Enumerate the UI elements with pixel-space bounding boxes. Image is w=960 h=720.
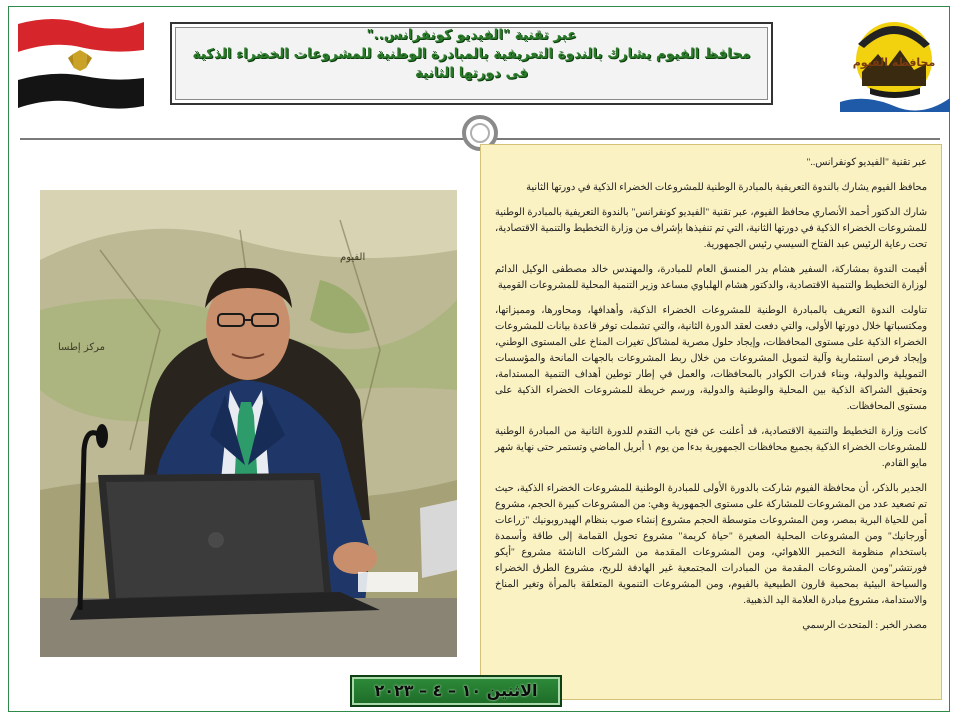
article-source: مصدر الخبر : المتحدث الرسمي [802, 620, 927, 631]
article-box [480, 144, 942, 700]
article-paragraph: كانت وزارة التخطيط والتنمية الاقتصادية، قد أعلنت عن فتح باب التقدم للدورة الثانية من المبادرة الوطنية للمشروعات الخضراء الذكية بجميع محافظات الجمهورية بدءا من يوم ١ أبريل الماضي وتستمر حتى نهاية شهر مايو القادم. [495, 426, 927, 469]
headline-line-2: محافظ الفيوم يشارك بالندوة التعريفية بالمبادرة الوطنية للمشروعات الخضراء الذكية [192, 46, 751, 62]
headline-line-1: عبر تقنية "الفيديو كونفرانس.." [366, 27, 577, 43]
headline-box [170, 22, 773, 105]
map-label-2: الفيوم [340, 252, 366, 263]
headline-line-3: فى دورتها الثانية [414, 65, 529, 81]
article-paragraph: تناولت الندوة التعريف بالمبادرة الوطنية للمشروعات الخضراء الذكية، وأهدافها، ومحاورها، ومميزاتها، ومكتسباتها خلال دورتها الأولى، والتي دفعت لعقد الدورة الثانية، والتي تشملت توفر قاعدة بيانات للمشروعات الخضراء الذكية على مستوى المحافظات، وإيجاد حلول مصرية لمشاكل تغيرات المناخ على المستوى الوطني، وإيجاد فرص استثمارية وآلية لتمويل المشروعات من خلال ربط المشروعات بالجهات المانحة والمؤسسات التمويلية والدولية، وبناء قدرات الكوادر بالمحافظات، والعمل في إطار توطين أهداف التنمية المستدامة، وتحقيق الشراكة الذكية بين المحلية والوطنية والدولية، ورسم خريطة للمشروعات الخضراء الذكية على مستوى المحافظات. [495, 305, 927, 412]
article-paragraph: محافظ الفيوم يشارك بالندوة التعريفية بالمبادرة الوطنية للمشروعات الخضراء الذكية في دورتها الثانية [526, 182, 927, 193]
governor-photo [40, 190, 457, 657]
article-paragraph: أقيمت الندوة بمشاركة، السفير هشام بدر المنسق العام للمبادرة، والمهندس خالد مصطفى الوكيل الدائم لوزارة التخطيط والتنمية الاقتصادية، والدكتور هشام الهلباوي مساعد وزير التنمية المحلية للمشروعات القومية [495, 264, 927, 291]
photo-illustration [40, 190, 457, 657]
governorate-logo-icon [836, 14, 952, 114]
date-bar: الاثنين ١٠ – ٤ – ٢٠٢٣ [350, 675, 562, 707]
article-paragraph: الجدير بالذكر، أن محافظة الفيوم شاركت بالدورة الأولى للمبادرة الوطنية للمشروعات الخضراء الذكية، حيث تم تصعيد عدد من المشروعات للمشاركة على مستوى الجمهورية وهي: من المشروعات كبيرة الحجم، مشروع أمن للحياة البرية بمصر، ومن المشروعات متوسطة الحجم مشروع إنشاء صوب بنظام الهيدروبونيك "زراعات أورجانيك" ومن المشروعات المحلية الصغيرة "حياة كريمة" مشروع تحويل القمامة إلى طاقة وأسمدة باستخدام منظومة التخمير اللاهوائي، ومن المشروعات المقدمة من الشركات الناشئة مشروع "أيكو فورنتشر"ومن المشروعات المقدمة من المبادرات المجتمعية غير الهادفة للربح، مشروع الطرق الخضراء والسياحة البيئية بمحمية قارون الطبيعية بالفيوم، ومن المشروعات التنموية المتعلقة بالمرأة وتغير المناخ والاستدامة، مشروع مبادرة العلامة اليد الذهبية. [495, 483, 927, 606]
egypt-flag-icon [14, 16, 148, 111]
article-paragraph: عبر تقنية "الفيديو كونفرانس.." [806, 157, 927, 168]
logo-text: محافظة الفيوم [852, 56, 936, 69]
article-paragraph: شارك الدكتور أحمد الأنصاري محافظ الفيوم، عبر تقنية "الفيديو كونفرانس" بالندوة التعريفية بالمبادرة الوطنية للمشروعات الخضراء الذكية في دورتها الثانية، التي تم تنفيذها بإشراف من وزارة التخطيط والتنمية الاقتصادية، تحت رعاية الرئيس عبد الفتاح السيسي رئيس الجمهورية. [495, 207, 927, 250]
map-label: مركز إطسا [58, 342, 106, 353]
